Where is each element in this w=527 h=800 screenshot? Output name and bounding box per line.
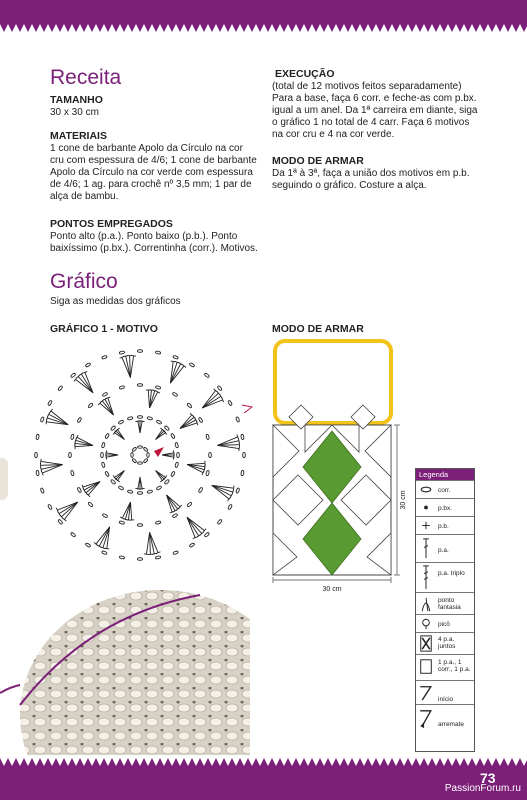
legend-row-ponto-fantasia: ponto fantasia [416, 592, 474, 614]
green-motif [303, 503, 361, 575]
pontos-text [50, 231, 265, 255]
modo-armar-diagram-title: MODO DE ARMAR [272, 323, 364, 335]
materiais-heading: MATERIAIS [50, 130, 107, 142]
execucao-line: (total de 12 motivos feitos separadamente) [272, 81, 462, 92]
height-dimension-label: 30 cm [400, 490, 407, 510]
slip-stitch-icon [419, 499, 433, 516]
materiais-line: alça de bambu. [50, 191, 119, 202]
grafico-subtitle: Siga as medidas dos gráficos [50, 296, 181, 307]
modo-armar-heading: MODO DE ARMAR [272, 155, 364, 167]
page-number: 73 [480, 770, 496, 786]
tamanho-heading: TAMANHO [50, 94, 103, 106]
triple-crochet-icon [419, 563, 433, 592]
tamanho-text: 30 x 30 cm [50, 107, 99, 118]
grafico1-title: GRÁFICO 1 - MOTIVO [50, 323, 158, 335]
cropped-photo-edge [0, 458, 8, 500]
execucao-line: Para a base, faça 6 corr. e feche-as com p.bx. [272, 93, 477, 104]
modo-armar-line: Da 1ª à 3ª, faça a união dos motivos em p.b. [272, 168, 470, 179]
crochet-photo [0, 575, 250, 755]
legend-row-pb: p.b. [416, 516, 474, 534]
v-stitch-icon [419, 655, 433, 680]
execucao-line: na cor cru e 4 na cor verde. [272, 129, 395, 140]
pontos-line: baixíssimo (p.bx.). Correntinha (corr.). Motivos. [50, 243, 258, 254]
modo-armar-text [272, 168, 502, 192]
legend-row-corr: corr. [416, 480, 474, 498]
legend-title: Legenda [416, 469, 474, 480]
crochet-motif-diagram [20, 345, 260, 565]
modo-armar-line: seguindo o gráfico. Costure a alça. [272, 180, 427, 191]
single-crochet-icon [419, 517, 433, 534]
receita-title: Receita [50, 66, 122, 89]
motif-square [273, 533, 297, 575]
fancy-stitch-icon [419, 593, 433, 614]
assembly-diagram [265, 335, 415, 605]
legend-row-pbx: p.bx. [416, 498, 474, 516]
grafico-title: Gráfico [50, 270, 118, 293]
legend-box [415, 468, 475, 752]
materiais-text [50, 143, 265, 203]
site-watermark: PassionForum.ru [444, 783, 521, 794]
bottom-band-pattern [0, 758, 527, 768]
pontos-line: Ponto alto (p.a.). Ponto baixo (p.b.). Ponto [50, 231, 238, 242]
materiais-line: de 4/6; 1 ag. para crochê nº 3,5 mm; 1 par de [50, 179, 252, 190]
bag-handle [275, 341, 391, 423]
top-band-pattern [0, 0, 527, 38]
legend-row-4pa-juntos: 4 p.a. juntos [416, 632, 474, 654]
materiais-line: 1 cone de barbante Apolo da Círculo na cor [50, 143, 243, 154]
pontos-heading: PONTOS EMPREGADOS [50, 218, 173, 230]
chain-stitch-icon [419, 481, 433, 498]
motif-square [365, 425, 391, 477]
top-decorative-band [0, 0, 527, 38]
execucao-heading: EXECUÇÃO [275, 68, 335, 80]
legend-row-1pa-1corr-1pa: 1 p.a., 1 corr., 1 p.a. [416, 654, 474, 680]
start-arrow-icon [419, 681, 433, 704]
execucao-line: igual a um anel. Da 1ª carreira em diante, siga [272, 105, 478, 116]
legend-row-pa: p.a. [416, 534, 474, 562]
execucao-text [272, 81, 502, 141]
legend-row-arremate: arremate [416, 704, 474, 730]
finish-arrow-icon [419, 705, 433, 730]
legend-row-pa-triplo: p.a. triplo [416, 562, 474, 592]
legend-row-pico: picô [416, 614, 474, 632]
motif-square [273, 425, 299, 477]
double-crochet-icon [419, 535, 433, 562]
motif-square [367, 533, 391, 575]
picot-icon [419, 615, 433, 632]
width-dimension-label: 30 cm [322, 586, 342, 593]
materiais-line: Apolo da Círculo na cor verde com espessura [50, 167, 253, 178]
four-dc-together-icon [419, 633, 433, 654]
execucao-line: o gráfico 1 no total de 4 carr. Faça 6 motivos [272, 117, 470, 128]
materiais-line: cru com espessura de 4/6; 1 cone de barbante [50, 155, 257, 166]
legend-row-inicio: início [416, 680, 474, 704]
